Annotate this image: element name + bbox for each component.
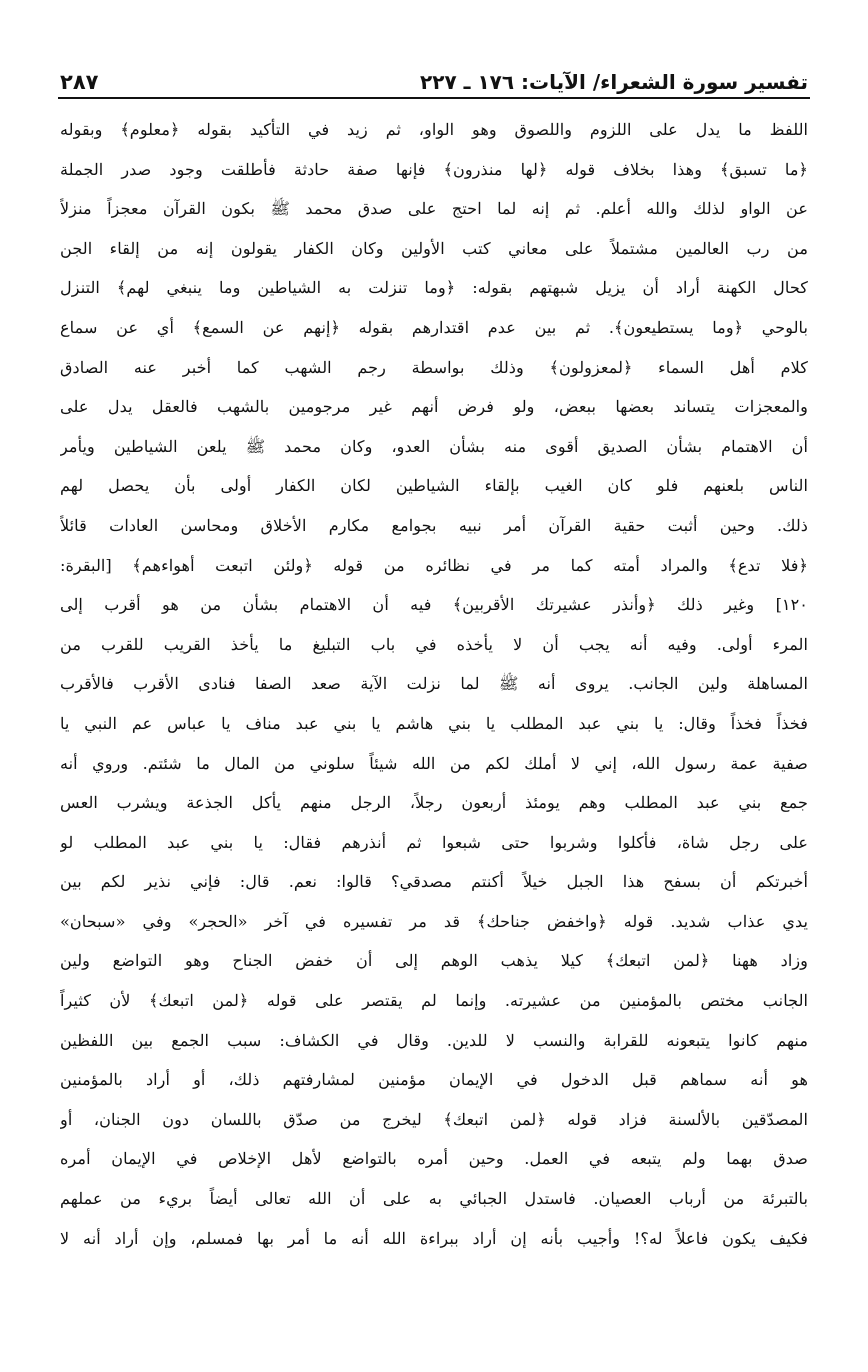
text-line: الجانب مختص بالمؤمنين من عشيرته. وإنما لم يقتصر على قوله ﴿لمن اتبعك﴾ لأن كثيراً	[60, 991, 808, 1011]
text-line: المصدّقين بالألسنة فزاد قوله ﴿لمن اتبعك﴾ ليخرج من صدّق باللسان دون الجنان، أو	[60, 1109, 808, 1129]
running-title: تفسير سورة الشعراء/ الآيات: ١٧٦ ـ ٢٢٧	[420, 70, 808, 94]
text-line: بالوحي ﴿وما يستطيعون﴾. ثم بين عدم اقتدارهم بقوله ﴿إنهم عن السمع﴾ أي عن سماع	[60, 317, 808, 337]
text-line: ﴿فلا تدع﴾ والمراد أمته كما مر في نظائره من قوله ﴿ولئن اتبعت أهواءهم﴾ [البقرة:	[60, 555, 808, 575]
text-line: منهم كانوا يتبعونه للقرابة والنسب لا للدين. وقال في الكشاف: سبب الجمع بين اللفظين	[60, 1030, 808, 1050]
text-line: أن الاهتمام بشأن الصديق أقوى منه بشأن العدو، وكان محمد ﷺ يلعن الشياطين ويأمر	[60, 436, 808, 456]
text-line: ﴿ما تسبق﴾ وهذا بخلاف قوله ﴿لها منذرون﴾ فإنها صفة حادثة فأطلقت وجود صدر الجملة	[60, 159, 808, 179]
text-line: اللفظ ما يدل على اللزوم واللصوق وهو الواو، ثم زيد في التأكيد بقوله ﴿معلوم﴾ وبقوله	[60, 120, 808, 139]
text-line: صدق بهما ولم يتبعه في العمل. وحين أمره بالتواضع لأهل الإخلاص في الإيمان أمره	[60, 1149, 808, 1169]
text-line: وزاد ههنا ﴿لمن اتبعك﴾ كيلا يذهب الوهم إلى أن خفض الجناح وهو التواضع ولين	[60, 951, 808, 971]
text-line: ذلك. وحين أثبت حقية القرآن أمر نبيه بجوامع مكارم الأخلاق ومحاسن العادات قائلاً	[60, 515, 808, 535]
text-line: ١٢٠] وغير ذلك ﴿وأنذر عشيرتك الأقربين﴾ فيه أن الاهتمام بشأن من هو أقرب إلى	[60, 595, 808, 615]
text-line: على رجل شاة، فأكلوا وشربوا حتى شبعوا ثم أنذرهم فقال: يا بني عبد المطلب لو	[60, 832, 808, 852]
page-number: ٢٨٧	[60, 70, 99, 94]
text-line: فكيف يكون فاعلاً له؟! وأجيب بأنه إن أراد ببراءة الله أنه ما أمر بها فمسلم، وإن أراد أنه لا	[60, 1228, 808, 1248]
header-divider	[58, 97, 810, 99]
text-line: صفية عمة رسول الله، إني لا أملك لكم من الله شيئاً سلوني من المال ما شئتم. وروي أنه	[60, 753, 808, 773]
text-line: والمعجزات يتساند بعضها ببعض، ولو فرض أنهم غير مرجومين بالشهب فالعقل يدل على	[60, 397, 808, 417]
text-line: جمع بني عبد المطلب وهم يومئذ أربعون رجلاً، الرجل منهم يأكل الجذعة ويشرب العس	[60, 793, 808, 813]
text-line: المساهلة ولين الجانب. يروى أنه ﷺ لما نزلت الآية صعد الصفا فنادى الأقرب فالأقرب	[60, 674, 808, 694]
text-line: هو أنه سماهم قبل الدخول في الإيمان مؤمنين لمشارفتهم ذلك، أو أراد بالمؤمنين	[60, 1070, 808, 1090]
text-line: فخذاً فخذاً وقال: يا بني عبد المطلب يا بني هاشم يا بني عبد مناف يا عباس عم النبي يا	[60, 713, 808, 733]
page-header	[60, 58, 808, 94]
text-line: كلام أهل السماء ﴿لمعزولون﴾ وذلك بواسطة رجم الشهب كما أخبر عنه الصادق	[60, 357, 808, 377]
text-line: المرء أولى. وفيه أنه يجب أن لا يأخذه في باب التبليغ ما يأخذ القريب للقرب من	[60, 634, 808, 654]
text-line: عن الواو لذلك والله أعلم. ثم إنه لما احتج على صدق محمد ﷺ بكون القرآن معجزاً منزلاً	[60, 199, 808, 219]
text-line: الناس بلعنهم فلو كان الغيب بإلقاء الشياطين لكان الكفار أولى بأن يحصل لهم	[60, 476, 808, 496]
text-line: يدي عذاب شديد. قوله ﴿واخفض جناحك﴾ قد مر تفسيره في آخر «الحجر» وفي «سبحان»	[60, 911, 808, 931]
text-line: أخبرتكم أن بسفح هذا الجبل خيلاً أكنتم مصدقي؟ قالوا: نعم. قال: فإني نذير لكم بين	[60, 872, 808, 892]
text-line: بالتبرئة من أرباب العصيان. فاستدل الجبائي به على أن الله تعالى أيضاً بريء من عملهم	[60, 1189, 808, 1209]
text-line: كحال الكهنة أراد أن يزيل شبهتهم بقوله: ﴿وما تنزلت به الشياطين وما ينبغي لهم﴾ التنزل	[60, 278, 808, 298]
body-text	[60, 110, 808, 1258]
text-line: من رب العالمين مشتملاً على معاني كتب الأولين وكان الكفار يقولون إنه من إلقاء الجن	[60, 238, 808, 258]
